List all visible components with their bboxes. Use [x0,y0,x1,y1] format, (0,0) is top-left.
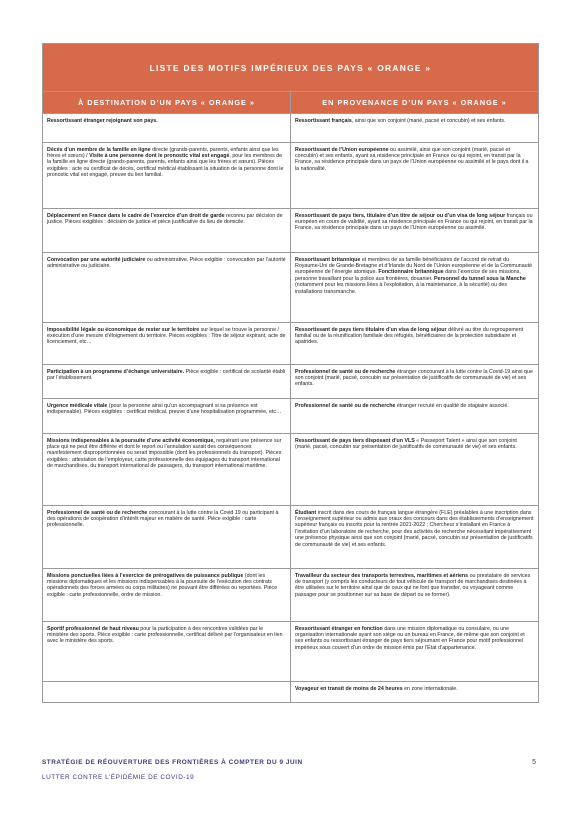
cell-text: en zone internationale. [402,685,458,692]
cell-destination [43,114,291,143]
cell-text: requérant une présence sur place qui ne peut être différée et dont le report ou l’annulation aurait des conséquences manifestement disproportionnées ou serait impossible (dont les professionnels du transport). Pièces exigibles : attestation de l’employeur, carte professionnelle des équipages du transport international de marchandises, du transport international de passagers, du transport international maritime. [47,437,282,470]
cell-destination [43,682,291,703]
cell-text: étranger concourant à la lutte contre la Covid-19 ainsi que son conjoint (marié, pacsé, concubin sur présentation de justificatifs de communauté de vie) et ses enfants. [295,368,533,388]
table-row [43,209,539,253]
cell-provenance [291,506,539,569]
table-body [43,114,539,703]
cell-text: reconnu par décision de justice. Pièces exigibles : décision de justice et pièce justificative du lieu de domicile. [47,212,283,225]
cell-bold-text: Convocation par une autorité judiciaire [47,256,146,263]
cell-bold-text: Professionnel de santé ou de recherche [47,509,148,516]
cell-bold-text: Ressortissant étranger rejoignant son pays. [47,117,158,124]
footer-title: STRATÉGIE DE RÉOUVERTURE DES FRONTIÈRES À COMPTER DU 9 JUIN [42,759,303,766]
cell-provenance [291,682,539,703]
cell-bold-text: Ressortissant de pays tiers titulaire d’un visa de long séjour [295,326,447,333]
cell-destination [43,569,291,622]
cell-bold-text: Déplacement en France dans le cadre de l’exercice d’un droit de garde [47,212,225,219]
cell-destination [43,365,291,399]
cell-provenance [291,323,539,365]
table-row [43,622,539,682]
cell-bold-text: Personnel du tunnel sous la Manche [433,275,526,282]
cell-bold-text: Missions ponctuelles liées à l’exercice de prérogatives de puissance publique [47,572,244,579]
cell-text: directe (grands-parents, parents, enfants ainsi que les frères et sœurs) / [47,146,279,159]
table-row [43,506,539,569]
cell-text: concourant à la lutte contre la Covid 19 ou participant à des opérations de coopération d’intérêt majeur en matière de santé. Pièce exigible : carte professionnelle. [47,509,279,529]
cell-destination [43,399,291,434]
cell-provenance [291,622,539,682]
column-header-destination: À DESTINATION D’UN PAYS « ORANGE » [43,92,291,114]
cell-text: , ainsi que son conjoint (marié, pacsé et concubin) et ses enfants. [351,117,506,124]
table-row [43,434,539,506]
cell-text: inscrit dans des cours de français langue étrangère (FLE) préalables à une inscription dans l’enseignement supérieur ou admis aux oraux des concours dans des établissements d’enseignement supérieur français ou inscrits pour la rentrée 2021-2022 ; Chercheur s’installant en France à l’invitation d’un laboratoire de recherche, pour des activités de recherche nécessitant impérativement une présence physique ainsi que son conjoint (marié, pacsé, concubin sur présentation de justificatifs de communauté de vie) et ses enfants. [295,509,534,548]
cell-provenance [291,114,539,143]
cell-destination [43,434,291,506]
cell-bold-text: Ressortissant de l’Union européenne [295,146,389,153]
cell-bold-text: Impossibilité légale ou économique de rester sur le territoire [47,326,200,333]
cell-bold-text: Ressortissant de pays tiers, titulaire d’un titre de séjour ou d’un visa de long séjour [295,212,506,219]
table-row [43,365,539,399]
cell-text: étranger recruté en qualité de stagiaire associé. [395,402,509,409]
cell-text: (pour la personne ainsi qu’un accompagnant si sa présence est indispensable). Pièces exigibles : certificat médical, preuve d’une hospitalisation programmée, etc… [47,402,282,415]
table-title: LISTE DES MOTIFS IMPÉRIEUX DES PAYS « ORANGE » [43,44,539,92]
cell-destination [43,143,291,209]
cell-bold-text: Fonctionnaire britannique [378,269,444,276]
cell-bold-text: Ressortissant étranger en fonction [295,625,383,632]
cell-destination [43,323,291,365]
cell-text: pour la participation à des rencontres validées par le ministère des sports. Pièce exigible : carte professionnelle, certificat délivré par l’organisateur en lien avec le ministère des sports. [47,625,283,645]
table-row [43,682,539,703]
cell-bold-text: Urgence médicale vitale [47,402,108,409]
cell-bold-text: Sportif professionnel de haut niveau [47,625,139,632]
cell-bold-text: Ressortissant britannique [295,256,361,263]
cell-bold-text: Étudiant [295,509,317,516]
cell-text: Pièce exigible : certificat de scolarité établi par l’établissement. [47,368,286,381]
cell-provenance [291,365,539,399]
cell-text: « Passeport Talent » ainsi que son conjoint (marié, pacsé, concubin sur présentation de justificatifs de communauté de vie) et ses enfants. [295,437,517,450]
cell-bold-text: Décès d’un membre de la famille en ligne [47,146,151,153]
cell-bold-text: Missions indispensables à la poursuite d’une activité économique, [47,437,215,444]
cell-destination [43,622,291,682]
cell-provenance [291,209,539,253]
cell-provenance [291,569,539,622]
cell-bold-text: Ressortissant de pays tiers disposant d’un VLS [295,437,415,444]
cell-text: délivré au titre du regroupement familial ou de la réunification familiale des réfugiés, bénéficiaires de la protection subsidiaire et apatrides. [295,326,524,346]
cell-text: ou prestataire de services de transport (y compris les conducteurs de tout véhicule de transport de marchandises destinées à être utilisées sur le territoire ainsi que de ceux qui ne font que transiter, ou voyageant comme passager pour se positionner sur sa base de départ ou se former). [295,572,531,598]
cell-bold-text: Participation à un programme d’échange universitaire. [47,368,185,375]
cell-bold-text: Professionnel de santé ou de recherche [295,368,396,375]
cell-text: , pour les membres de la famille en ligne directe (grands-parents, parents, enfants ainsi que les frères et sœurs). Pièces exigibles : acte ou certificat de décès, certificat médical établissant la situation de la personne dont le pronostic vital est engagé, preuve du lien familial. [47,152,284,179]
table-row [43,569,539,622]
cell-text: ou assimilé, ainsi que son conjoint (marié, pacsé et concubin) et ses enfants, ayant sa résidence principale en France ou qui rejoint, en transit par la France, sa résidence principale dans un pays de l’Union européenne ou assimilé et le pays dont il a la nationalité. [295,146,529,172]
cell-text: sur lequel se trouve la personne / exécution d’une mesure d’éloignement du territoire. Pièces exigibles : Titre de séjour expirant, acte de licenciement, etc… [47,326,286,346]
cell-destination [43,209,291,253]
table-row [43,323,539,365]
cell-text: et membres de sa famille bénéficiaires de l’accord de retrait du Royaume-Uni de Grande-Bretagne et d’Irlande du Nord de l’Union européenne et de la Communauté européenne de l’énergie atomique. [295,256,533,276]
table-row [43,253,539,323]
cell-text: ou administrative. Pièce exigible : convocation par l’autorité administrative ou judiciaire. [47,256,286,269]
cell-provenance [291,143,539,209]
cell-text: dans une mission diplomatique ou consulaire, ou une organisation internationale ayant son siège ou un bureau en France, de même que son conjoint et ses enfants ou ressortissant étranger de pays tiers séjournant en France pour motif professionnel impérieux sous couvert d’un ordre de mission émis par l’État d’appartenance. [295,625,525,651]
cell-bold-text: Voyageur en transit de moins de 24 heures [295,685,403,692]
table-row [43,114,539,143]
cell-bold-text: Professionnel de santé ou de recherche [295,402,396,409]
column-header-provenance: EN PROVENANCE D’UN PAYS « ORANGE » [291,92,539,114]
cell-text: (notamment pour les missions liées à l’exploitation, à la maintenance, à la sécurité) ou des installations transmanche. [295,282,507,295]
cell-bold-text: Visite à une personne dont le pronostic vital est engagé [89,152,230,159]
footer-subtitle: LUTTER CONTRE L’ÉPIDÉMIE DE COVID-19 [42,774,195,781]
cell-bold-text: Travailleur du secteur des transports terrestres, maritimes et aériens [295,572,469,579]
motifs-table [42,43,539,703]
table-row [43,143,539,209]
cell-text: (dont les missions diplomatiques et les missions indispensables à la poursuite de l’exécution des contrats opérationnels des forces armées ou corps militaires) ne pouvant être différées ou reportées. Pièce exigible : carte professionnelle, ordre de mission. [47,572,278,598]
cell-text: dans l’exercice de ses missions, personne travaillant pour la police aux frontières, douanier. [295,269,521,282]
table-row [43,399,539,434]
cell-bold-text: Ressortissant français [295,117,352,124]
page-number: 5 [532,759,536,766]
cell-provenance [291,253,539,323]
cell-destination [43,506,291,569]
cell-text: français ou européen en cours de validité, ayant sa résidence principale en France ou qui rejoint, en transit par la France, sa résidence principale dans un pays de l’Union européenne ou assimilé. [295,212,533,232]
cell-provenance [291,399,539,434]
cell-destination [43,253,291,323]
cell-provenance [291,434,539,506]
